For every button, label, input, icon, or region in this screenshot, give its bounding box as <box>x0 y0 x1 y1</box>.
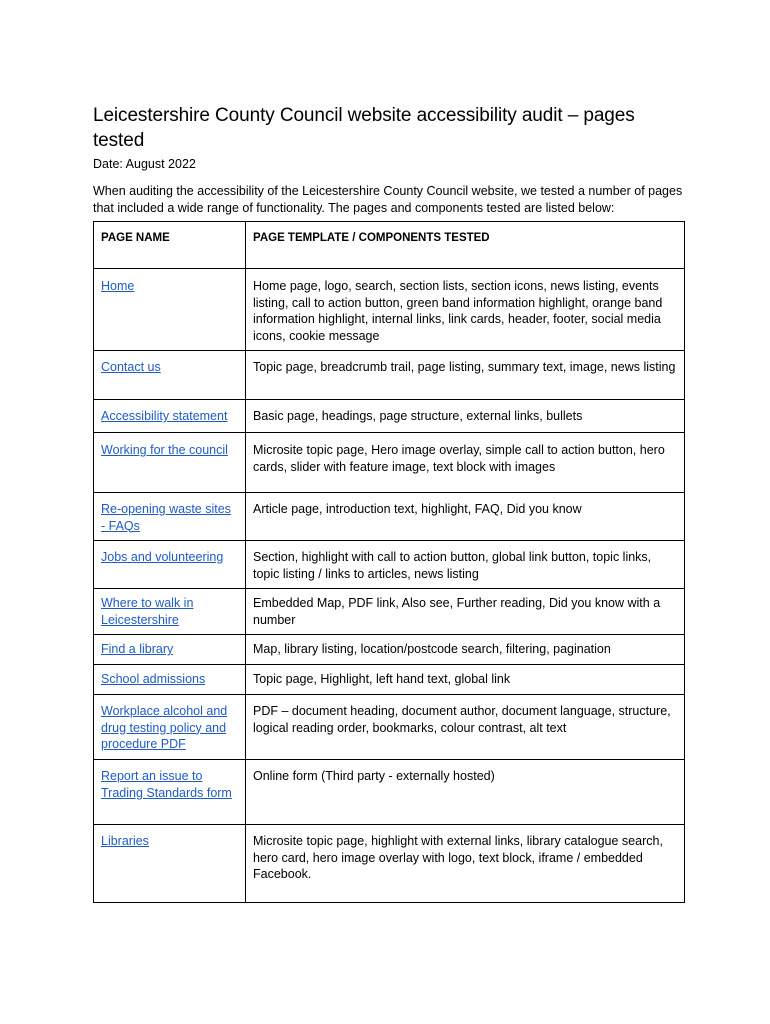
header-page-name: PAGE NAME <box>94 222 246 269</box>
page-link-report-an-issue[interactable]: Report an issue to Trading Standards form <box>101 769 232 800</box>
page-link-accessibility-statement[interactable]: Accessibility statement <box>101 409 228 423</box>
page-link-contact-us[interactable]: Contact us <box>101 360 161 374</box>
table-header-row <box>94 222 685 269</box>
components-cell: Embedded Map, PDF link, Also see, Further reading, Did you know with a number <box>246 589 685 635</box>
table-row <box>94 493 685 541</box>
intro-paragraph: When auditing the accessibility of the Leicestershire County Council website, we tested a number of pages that included a wide range of functionality. The pages and components tested are listed below: <box>93 184 683 215</box>
components-cell: Article page, introduction text, highlight, FAQ, Did you know <box>246 493 685 541</box>
table-row <box>94 541 685 589</box>
components-cell: Home page, logo, search, section lists, section icons, news listing, events listing, call to action button, green band information highlight, orange band information highlight, internal links, link cards, header, footer, social media icons, cookie message <box>246 269 685 351</box>
header-components: PAGE TEMPLATE / COMPONENTS TESTED <box>246 222 685 269</box>
page-title: Leicestershire County Council website accessibility audit – pages tested <box>93 105 635 151</box>
page-link-jobs-and-volunteering[interactable]: Jobs and volunteering <box>101 550 224 564</box>
page-link-school-admissions[interactable]: School admissions <box>101 672 206 686</box>
components-cell: Map, library listing, location/postcode search, filtering, pagination <box>246 635 685 665</box>
table-row <box>94 269 685 351</box>
page-link-working-for-the-council[interactable]: Working for the council <box>101 443 228 457</box>
table-row <box>94 760 685 825</box>
components-cell: Section, highlight with call to action button, global link button, topic links, topic listing / links to articles, news listing <box>246 541 685 589</box>
components-cell: Topic page, Highlight, left hand text, global link <box>246 665 685 695</box>
page-link-reopening-waste-sites[interactable]: Re-opening waste sites - FAQs <box>101 502 231 533</box>
table-row <box>94 351 685 400</box>
page-link-home[interactable]: Home <box>101 279 135 293</box>
page-link-find-a-library[interactable]: Find a library <box>101 642 174 656</box>
table-row <box>94 695 685 760</box>
components-cell: PDF – document heading, document author, document language, structure, logical reading order, bookmarks, colour contrast, alt text <box>246 695 685 760</box>
table-row <box>94 400 685 433</box>
components-cell: Microsite topic page, highlight with external links, library catalogue search, hero card, hero image overlay with logo, text block, iframe / embedded Facebook. <box>246 825 685 903</box>
table-row <box>94 665 685 695</box>
components-cell: Topic page, breadcrumb trail, page listing, summary text, image, news listing <box>246 351 685 400</box>
page-link-workplace-alcohol-policy[interactable]: Workplace alcohol and drug testing policy and procedure PDF <box>101 704 228 751</box>
components-cell: Basic page, headings, page structure, external links, bullets <box>246 400 685 433</box>
table-row <box>94 635 685 665</box>
components-cell: Microsite topic page, Hero image overlay, simple call to action button, hero cards, slider with feature image, text block with images <box>246 433 685 493</box>
table-row <box>94 433 685 493</box>
table-row <box>94 589 685 635</box>
components-cell: Online form (Third party - externally hosted) <box>246 760 685 825</box>
pages-tested-table <box>93 221 685 903</box>
document-page <box>93 103 685 903</box>
page-link-libraries[interactable]: Libraries <box>101 834 149 848</box>
page-link-where-to-walk[interactable]: Where to walk in Leicestershire <box>101 596 194 627</box>
table-row <box>94 825 685 903</box>
document-date: Date: August 2022 <box>93 157 196 171</box>
